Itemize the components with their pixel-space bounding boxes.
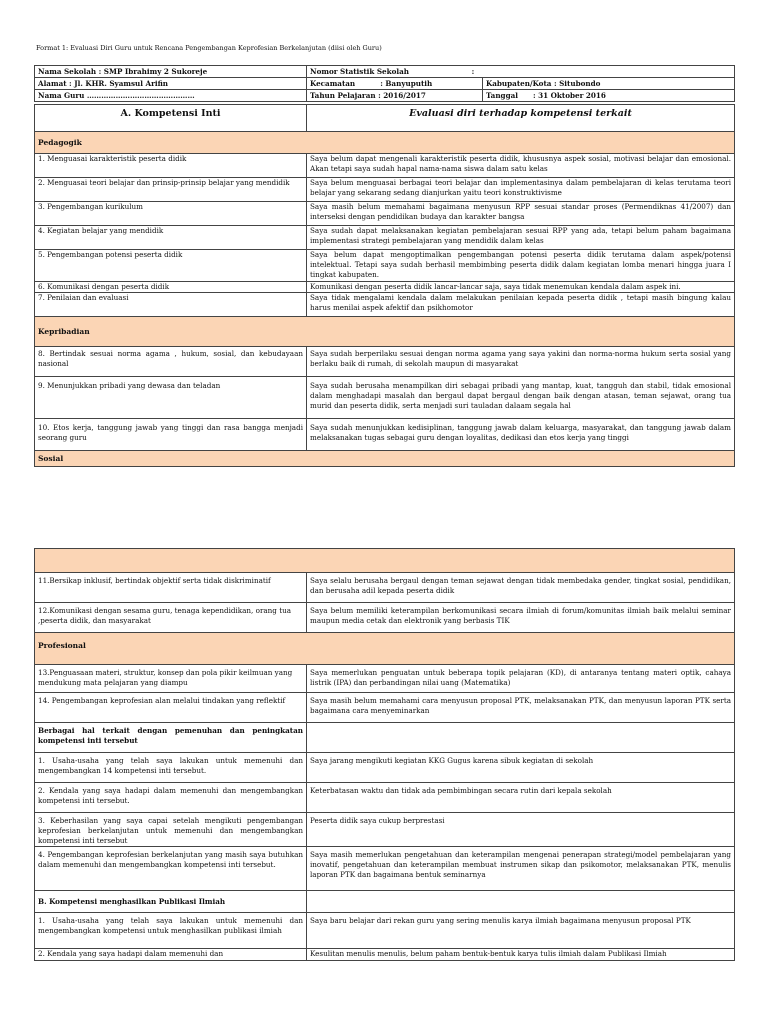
section-berbagai: Berbagai hal terkait dengan pemenuhan dan peningkatan kompetensi inti tersebut <box>35 723 307 753</box>
competency-item: 10. Etos kerja, tanggung jawab yang tinggi dan rasa bangga menjadi seorang guru <box>35 419 307 451</box>
competency-table-2 <box>34 548 735 961</box>
academic-year: Tahun Pelajaran : 2016/2017 <box>307 90 483 102</box>
competency-item: 13.Penguasaan materi, struktur, konsep dan pola pikir keilmuan yang mendukung mata pelajaran yang diampu <box>35 665 307 693</box>
section-profesional: Profesional <box>35 633 735 665</box>
format-caption: Format 1: Evaluasi Diri Guru untuk Rencana Pengembangan Keprofesian Berkelanjutan (diisi oleh Guru) <box>36 44 382 52</box>
teacher-name: Nama Guru ……………………………………… <box>35 90 307 102</box>
evaluation-text: Saya selalu berusaha bergaul dengan teman sejawat dengan tidak membedaka gender, tingkat sosial, pendidikan, dan berusaha adil kepada peserta didik <box>307 573 735 603</box>
competency-item: 7. Penilaian dan evaluasi <box>35 293 307 317</box>
evaluation-text: Saya sudah dapat melaksanakan kegiatan pembelajaran sesuai RPP yang ada, tetapi belum paham bagaimana implementasi strategi pembelajaran yang mendidik dalam kelas <box>307 226 735 250</box>
competency-item: 1. Menguasai karakteristik peserta didik <box>35 154 307 178</box>
evaluation-text: Saya sudah berperilaku sesuai dengan norma agama yang saya yakini dan norma-norma hukum serta sosial yang berlaku baik di rumah, di sekolah maupun di masyarakat <box>307 347 735 377</box>
evaluation-text: Saya baru belajar dari rekan guru yang sering menulis karya ilmiah bagaimana menyusun proposal PTK <box>307 913 735 949</box>
section-kepribadian: Kepribadian <box>35 317 735 347</box>
evaluation-text: Komunikasi dengan peserta didik lancar-lancar saja, saya tidak menemukan kendala dalam aspek ini. <box>307 282 735 293</box>
competency-item: 4. Pengembangan keprofesian berkelanjutan yang masih saya butuhkan dalam memenuhi dan mengembangkan kompetensi inti tersebut. <box>35 847 307 891</box>
competency-item: 4. Kegiatan belajar yang mendidik <box>35 226 307 250</box>
competency-item: 9. Menunjukkan pribadi yang dewasa dan teladan <box>35 377 307 419</box>
competency-item: 1. Usaha-usaha yang telah saya lakukan untuk memenuhi dan mengembangkan 14 kompetensi inti tersebut. <box>35 753 307 783</box>
date: Tanggal : 31 Oktober 2016 <box>483 90 735 102</box>
district: Kecamatan : Banyuputih <box>307 78 483 90</box>
competency-item: 2. Kendala yang saya hadapi dalam memenuhi dan <box>35 949 307 961</box>
section-pedagogik: Pedagogik <box>35 132 735 154</box>
competency-item: 2. Menguasai teori belajar dan prinsip-prinsip belajar yang mendidik <box>35 178 307 202</box>
evaluation-text: Saya masih belum memahami bagaimana menyusun RPP sesuai standar proses (Permendiknas 41/2007) dan interseksi dengan pendidikan budaya dan karakter bangsa <box>307 202 735 226</box>
school-name: Nama Sekolah : SMP Ibrahimy 2 Sukoreje <box>35 66 307 78</box>
header-evaluation: Evaluasi diri terhadap kompetensi terkait <box>307 105 735 132</box>
competency-item: 2. Kendala yang saya hadapi dalam memenuhi dan mengembangkan kompetensi inti tersebut. <box>35 783 307 813</box>
school-address: Alamat : Jl. KHR. Syamsul Arifin <box>35 78 307 90</box>
evaluation-text: Saya belum menguasai berbagai teori belajar dan implementasinya dalam pembelajaran di kelas terutama teori belajar yang sekarang sedang dianjurkan yaitu teori konstruktivisme <box>307 178 735 202</box>
competency-item: 6. Komunikasi dengan peserta didik <box>35 282 307 293</box>
evaluation-text: Kesulitan menulis menulis, belum paham bentuk-bentuk karya tulis ilmiah dalam Publikasi Ilmiah <box>307 949 735 961</box>
competency-item: 14. Pengembangan keprofesian alan melalui tindakan yang reflektif <box>35 693 307 723</box>
evaluation-text: Saya belum dapat mengenali karakteristik peserta didik, khususnya aspek sosial, motivasi belajar dan emosional. Akan tetapi saya sudah hapal nama-nama siswa dalam satu kelas <box>307 154 735 178</box>
evaluation-text: Saya jarang mengikuti kegiatan KKG Gugus karena sibuk kegiatan di sekolah <box>307 753 735 783</box>
competency-item: 3. Keberhasilan yang saya capai setelah mengikuti pengembangan keprofesian berkelanjutan untuk memenuhi dan mengembangkan kompetensi inti tersebut <box>35 813 307 847</box>
regency: Kabupaten/Kota : Situbondo <box>483 78 735 90</box>
table-continuation-header <box>35 549 735 573</box>
evaluation-text: Saya masih belum memahami cara menyusun proposal PTK, melaksanakan PTK, dan menyusun laporan PTK serta bagaimana cara menyeminarkan <box>307 693 735 723</box>
competency-item: 5. Pengembangan potensi peserta didik <box>35 250 307 282</box>
evaluation-text: Saya tidak mengalami kendala dalam melakukan penilaian kepada peserta didik , tetapi masih bingung kalau harus menilai aspek afektif dan psikhomotor <box>307 293 735 317</box>
competency-item: 11.Bersikap inklusif, bertindak objektif serta tidak diskriminatif <box>35 573 307 603</box>
competency-item: 3. Pengembangan kurikulum <box>35 202 307 226</box>
evaluation-text: Saya belum memiliki keterampilan berkomunikasi secara ilmiah di forum/komunitas ilmiah baik melalui seminar maupun media cetak dan elektronik yang berbasis TIK <box>307 603 735 633</box>
empty-cell <box>307 891 735 913</box>
section-sosial: Sosial <box>35 451 735 467</box>
competency-table-1 <box>34 104 735 467</box>
evaluation-text: Saya memerlukan penguatan untuk beberapa topik pelajaran (KD), di antaranya tentang materi optik, cahaya listrik (IPA) dan perbandingan nilai uang (Matematika) <box>307 665 735 693</box>
empty-cell <box>307 723 735 753</box>
evaluation-text: Saya sudah menunjukkan kedisiplinan, tanggung jawab dalam keluarga, masyarakat, dan tanggung jawab dalam melaksanakan tugas sebagai guru dengan loyalitas, dedikasi dan etos kerja yang tinggi <box>307 419 735 451</box>
evaluation-text: Saya masih memerlukan pengetahuan dan keterampilan mengenai penerapan strategi/model pembelajaran yang inovatif, pengetahuan dan keterampilan membuat instrumen sikap dan psikomotor, melaksanakan PTK, menulis laporan PTK dan bagaimana bentuk seminarnya <box>307 847 735 891</box>
school-stat-number: Nomor Statistik Sekolah : <box>307 66 735 78</box>
school-info-table <box>34 65 735 102</box>
header-competency: A. Kompetensi Inti <box>35 105 307 132</box>
evaluation-text: Peserta didik saya cukup berprestasi <box>307 813 735 847</box>
evaluation-text: Keterbatasan waktu dan tidak ada pembimbingan secara rutin dari kepala sekolah <box>307 783 735 813</box>
evaluation-text: Saya belum dapat mengoptimalkan pengembangan potensi peserta didik terutama dalam aspek/potensi intelektual. Tetapi saya sudah berhasil membimbing peserta didik dalam kegiatan lomba menari hingga juara I tingkat kabupaten. <box>307 250 735 282</box>
section-publikasi: B. Kompetensi menghasilkan Publikasi Ilmiah <box>35 891 307 913</box>
competency-item: 8. Bertindak sesuai norma agama , hukum, sosial, dan kebudayaan nasional <box>35 347 307 377</box>
evaluation-text: Saya sudah berusaha menampilkan diri sebagai pribadi yang mantap, kuat, tangguh dan stabil, tidak emosional dalam menghadapi masalah dan bergaul dapat bergaul dengan baik dengan atasan, teman sejawat, orang tua murid dan peserta didik, serta menjadi suri tauladan dalaam segala hal <box>307 377 735 419</box>
competency-item: 12.Komunikasi dengan sesama guru, tenaga kependidikan, orang tua ,peserta didik, dan masyarakat <box>35 603 307 633</box>
competency-item: 1. Usaha-usaha yang telah saya lakukan untuk memenuhi dan mengembangkan kompetensi untuk menghasilkan publikasi ilmiah <box>35 913 307 949</box>
